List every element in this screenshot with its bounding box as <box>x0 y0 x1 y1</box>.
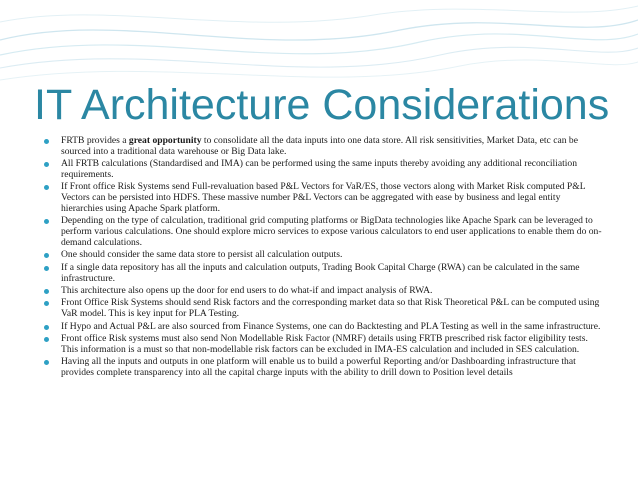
bullet-text: Depending on the type of calculation, traditional grid computing platforms or BigData technologies like Apache Spark can be leveraged to perform various calculations. One should explore micro services to expose various calculators to end user applications to enable them do on-demand calculations. <box>61 215 602 248</box>
bullet-item <box>44 216 604 248</box>
bullet-item <box>44 334 604 356</box>
bullet-text: If Front office Risk Systems send Full-revaluation based P&L Vectors for VaR/ES, those vectors along with Market Risk computed P&L Vectors can be persisted into HDFS. These massive number P&L Vectors can be aggregated with ease by business and legal entity hierarchies using Apache Spark platform. <box>61 181 586 214</box>
bullet-item <box>44 182 604 214</box>
bullet-text: Front office Risk systems must also send Non Modellable Risk Factor (NMRF) details using FRTB prescribed risk factor eligibility tests. This information is a must so that non-modellable risk factors can be excluded in IMA-ES calculation and included in SES calculation. <box>61 332 588 355</box>
bullet-emphasis: great opportunity <box>128 135 202 146</box>
bullet-dot-icon <box>44 325 49 330</box>
bullet-text: If a single data repository has all the inputs and calculation outputs, Trading Book Capital Charge (RWA) can be calculated in the same infrastructure. <box>61 261 580 284</box>
bullet-dot-icon <box>44 289 49 294</box>
bullet-dot-icon <box>44 266 49 271</box>
bullet-text: Front Office Risk Systems should send Risk factors and the corresponding market data so that Risk Theoretical P&L can be computed using VaR model. This is key input for PLA Testing. <box>61 297 600 320</box>
bullet-dot-icon <box>44 253 49 258</box>
bullet-text: FRTB provides a <box>61 135 129 146</box>
bullet-item <box>44 286 604 297</box>
bullet-item <box>44 136 604 158</box>
bullet-dot-icon <box>44 337 49 342</box>
bullet-text: If Hypo and Actual P&L are also sourced from Finance Systems, one can do Backtesting and PLA Testing as well in the same infrastructure. <box>61 320 601 332</box>
bullet-item <box>44 263 604 285</box>
bullet-dot-icon <box>44 139 49 144</box>
bullet-dot-icon <box>44 162 49 167</box>
bullet-text: One should consider the same data store to persist all calculation outputs. <box>61 249 343 261</box>
bullet-item <box>44 250 604 261</box>
bullet-item <box>44 298 604 320</box>
bullet-item <box>44 159 604 181</box>
bullet-item <box>44 357 604 379</box>
bullet-list <box>44 136 604 380</box>
bullet-item <box>44 322 604 333</box>
bullet-dot-icon <box>44 360 49 365</box>
bullet-text: Having all the inputs and outputs in one platform will enable us to build a powerful Reporting and/or Dashboarding infrastructure that provides complete transparency into all the capital charge inputs with the ability to drill down to Position level details <box>61 356 576 378</box>
bullet-text: All FRTB calculations (Standardised and IMA) can be performed using the same inputs thereby avoiding any additional reconciliation requirements. <box>61 158 578 180</box>
bullet-text: to consolidate all the data inputs into one data store. All risk sensitivities, Market Data, etc can be sourced into a traditional data warehouse or Big Data lake. <box>61 135 578 157</box>
bullet-text: This architecture also opens up the door for end users to do what-if and impact analysis of RWA. <box>61 284 433 296</box>
bullet-dot-icon <box>44 185 49 190</box>
bullet-dot-icon <box>44 301 49 306</box>
bullet-dot-icon <box>44 219 49 224</box>
decorative-waves <box>0 0 638 90</box>
slide-title: IT Architecture Considerations <box>34 81 610 129</box>
